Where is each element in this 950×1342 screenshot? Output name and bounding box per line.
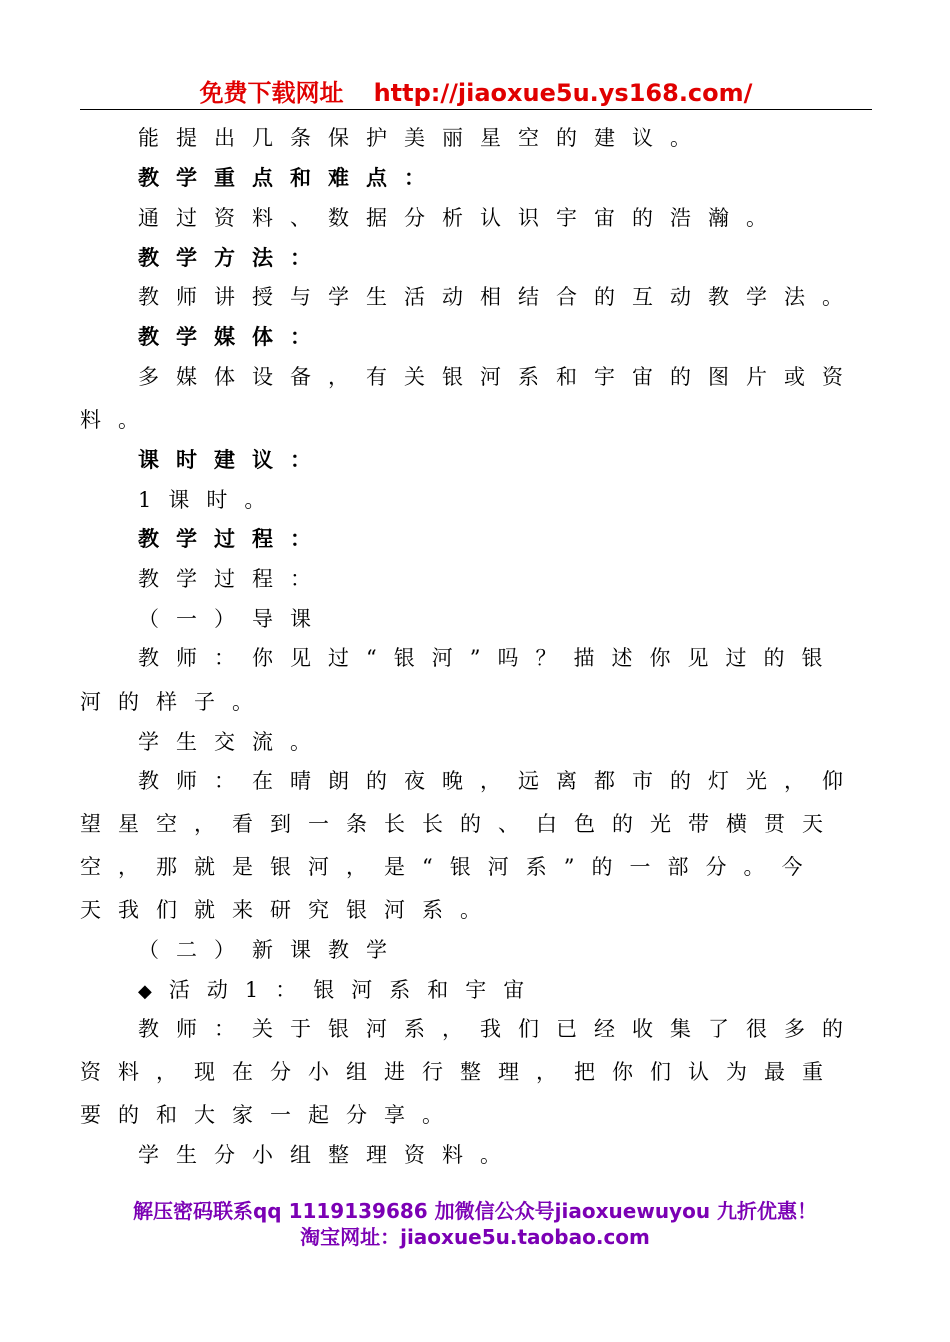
footer-shop-link[interactable]: 淘宝网址：jiaoxue5u.taobao.com bbox=[300, 1225, 650, 1249]
diamond-bullet-icon: ◆ bbox=[138, 981, 169, 1002]
footer-contact: 解压密码联系qq 1119139686 加微信公众号jiaoxuewuyou 九折优惠！ bbox=[132, 1199, 818, 1223]
paragraph-line: 教师：在晴朗的夜晚，远离都市的灯光，仰 bbox=[138, 769, 860, 793]
section-heading: 教学媒体： bbox=[138, 324, 328, 349]
paragraph-line: 学生分小组整理资料。 bbox=[138, 1143, 518, 1167]
paragraph-line: 河的样子。 bbox=[80, 690, 270, 714]
paragraph-line: 天我们就来研究银河系。 bbox=[80, 898, 498, 922]
paragraph-line: 教师：关于银河系，我们已经收集了很多的 bbox=[138, 1017, 860, 1041]
paragraph-line: 望星空，看到一条长长的、白色的光带横贯天 bbox=[80, 812, 840, 836]
activity-title: 活动1：银河系和宇宙 bbox=[168, 978, 542, 1002]
paragraph-line: 资料，现在分小组进行整理，把你们认为最重 bbox=[80, 1060, 840, 1084]
paragraph-line: 1课时。 bbox=[138, 488, 283, 512]
download-header bbox=[80, 78, 872, 108]
paragraph-line: 空，那就是银河，是“银河系”的一部分。今 bbox=[80, 855, 820, 879]
paragraph-line: 学生交流。 bbox=[138, 730, 328, 754]
header-label: 免费下载网址 bbox=[199, 79, 344, 107]
section-heading: 课时建议： bbox=[138, 447, 328, 472]
paragraph-line: 教学过程： bbox=[138, 567, 328, 591]
subsection-title: （二）新课教学 bbox=[138, 938, 404, 962]
paragraph-line: 多媒体设备，有关银河系和宇宙的图片或资 bbox=[138, 365, 860, 389]
paragraph-line: 教师：你见过“银河”吗？描述你见过的银 bbox=[138, 646, 840, 670]
paragraph-line: 要的和大家一起分享。 bbox=[80, 1103, 460, 1127]
paragraph-line: 料。 bbox=[80, 408, 156, 432]
activity-heading bbox=[138, 976, 541, 1006]
paragraph-line: 能提出几条保护美丽星空的建议。 bbox=[138, 126, 708, 150]
paragraph-line: 通过资料、数据分析认识宇宙的浩瀚。 bbox=[138, 206, 784, 230]
header-divider bbox=[80, 109, 872, 110]
section-heading: 教学方法： bbox=[138, 245, 328, 270]
paragraph-line: 教师讲授与学生活动相结合的互动教学法。 bbox=[138, 285, 860, 309]
header-url-link[interactable]: http://jiaoxue5u.ys168.com/ bbox=[373, 79, 753, 107]
section-heading: 教学重点和难点： bbox=[138, 165, 442, 190]
section-heading: 教学过程： bbox=[138, 526, 328, 551]
subsection-title: （一）导课 bbox=[138, 607, 328, 631]
